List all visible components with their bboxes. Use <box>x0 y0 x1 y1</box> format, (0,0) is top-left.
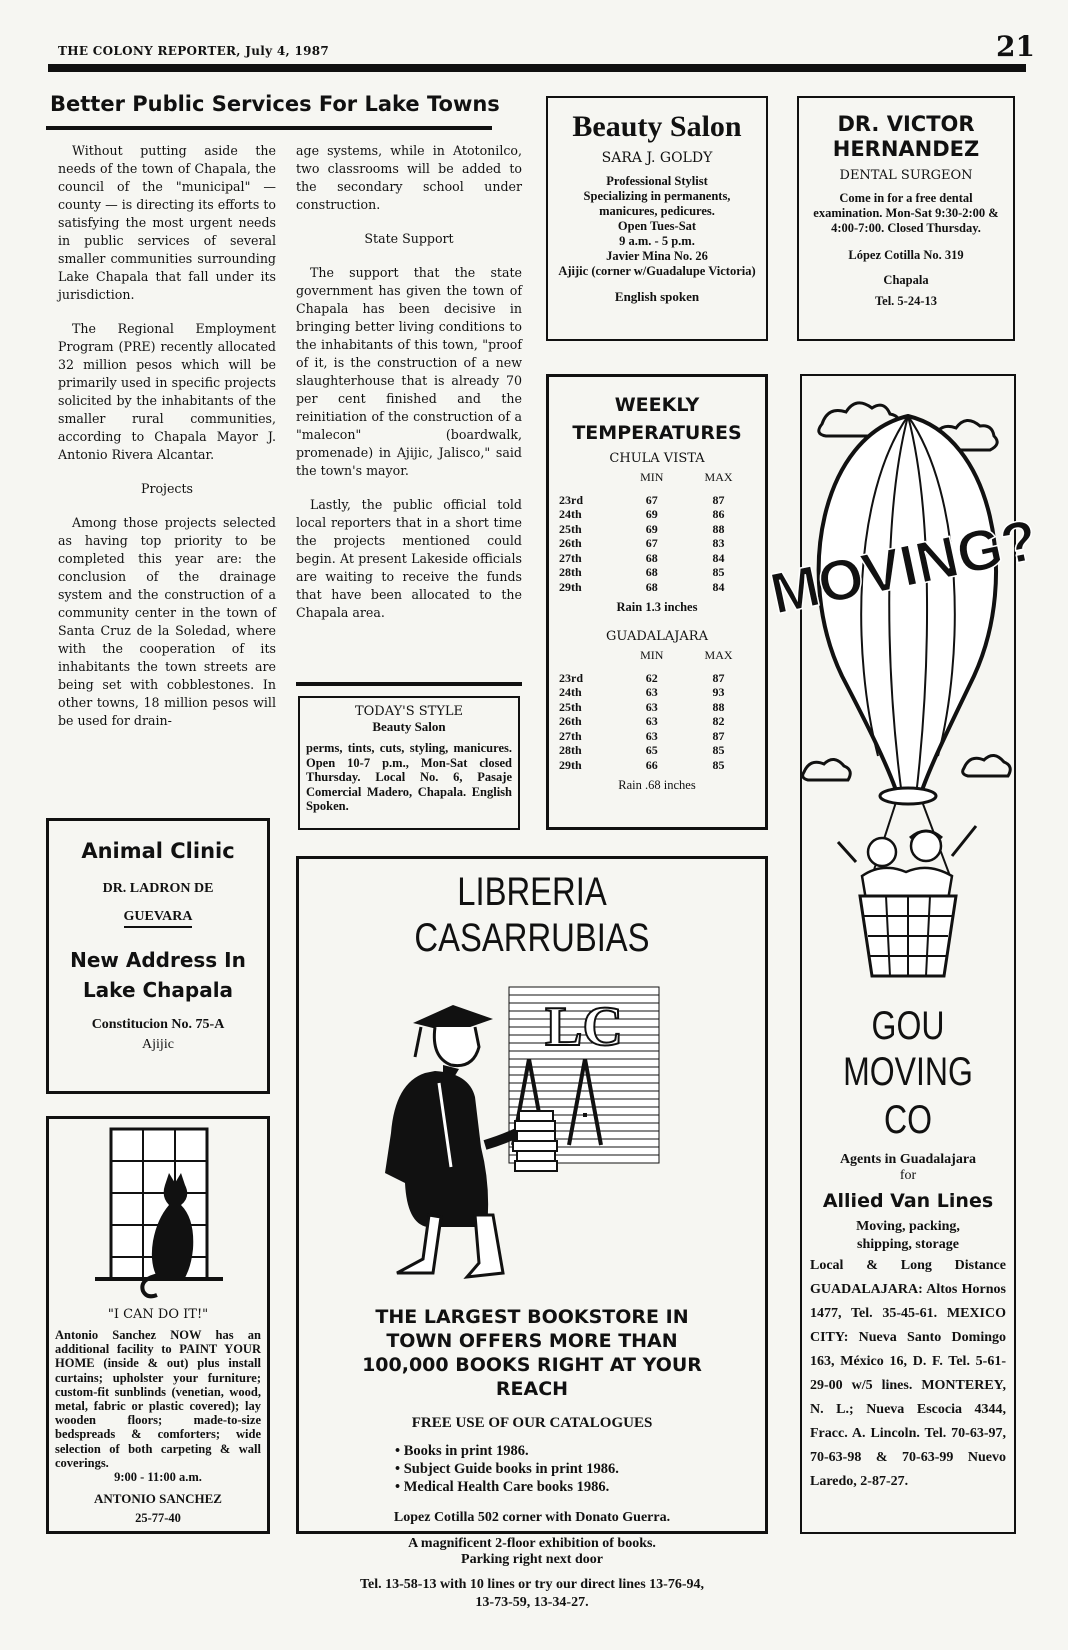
min-header: MIN <box>640 470 664 484</box>
beauty-salon-ad <box>546 96 768 341</box>
temp-min: 69 <box>645 521 658 536</box>
style-subtitle: Beauty Salon <box>372 719 446 734</box>
article-paragraph: The Regional Employment Program (PRE) recently allocated 32 million pesos which will be primarily used in specific projects solicited by the inhabitants of the smaller rural communities, according to Chapala Mayor J. Antonio Rivera Alcantar. <box>58 321 276 462</box>
passengers-illustration <box>838 826 976 900</box>
article-paragraph: Without putting aside the needs of the town of Chapala, the council of the "municipal" — county — is directing its efforts to satisfying the most urgent needs in public services of several smaller communities surrounding Lake Chapala that fall under its jurisdiction. <box>58 143 276 302</box>
temp-row <box>559 685 755 700</box>
temp-max: 82 <box>712 714 725 728</box>
temp-row <box>559 551 755 566</box>
clinic-doctor-line1: DR. LADRON DE <box>102 881 214 896</box>
salon-owner: SARA J. GOLDY <box>601 150 713 166</box>
temp-day: 27th <box>559 728 582 743</box>
max-header: MAX <box>704 470 733 484</box>
temp-min: 68 <box>645 579 658 594</box>
dentist-address: López Cotilla No. 319 <box>848 248 964 262</box>
temp-max: 87 <box>712 728 725 743</box>
temp-min: 67 <box>645 536 658 550</box>
temp-max: 85 <box>712 743 725 757</box>
masthead-title: THE COLONY REPORTER, July 4, 1987 <box>58 44 330 58</box>
article-paragraph: Among those projects selected as having top priority to be completed this year are: the conclusion of the drainage system and the construction of a community center in the town of Santa Cruz de la Soledad, where with the cooperation of its inhabitants the town streets are being set with cobblestones. In other towns, 18 million pesos will be used for drain- <box>58 515 276 728</box>
clinic-doctor-line2: GUEVARA <box>124 909 193 928</box>
chula-vista-table <box>559 470 755 594</box>
temp-min: 63 <box>645 728 658 743</box>
temp-row <box>559 700 755 715</box>
graduate-figure <box>385 1005 521 1277</box>
temp-day: 23rd <box>559 670 583 685</box>
catalogue-item: • Books in print 1986. <box>395 1442 751 1460</box>
temp-day: 27th <box>559 550 582 565</box>
article-paragraph: Lastly, the public official told local reporters that in a short time the projects mentioned could begin. At present Lakeside officials are waiting to receive the funds that have been allocated to the Chapala area. <box>296 497 522 620</box>
gown <box>385 1071 488 1227</box>
libreria-headline: THE LARGEST BOOKSTORE IN TOWN OFFERS MORE THAN 100,000 BOOKS RIGHT AT YOUR REACH <box>362 1306 702 1400</box>
painter-name: ANTONIO SANCHEZ <box>94 1491 222 1507</box>
libreria-address: Lopez Cotilla 502 corner with Donato Guerra. <box>393 1510 671 1525</box>
temp-max: 88 <box>712 699 725 714</box>
moving-offices: Local & Long Distance GUADALAJARA: Altos Hornos 1477, Tel. 35-45-61. MEXICO CITY: Nueva Santo Domingo 163, México 16, D. F. Tel. 5-61-29-00 w/5 lines. MONTEREY, N. L.; Nueva Escocia 4344, Fracc. A. Lincoln. Tel. 70-63-97, 70-63-98 & 70-63-99 Nuevo Laredo, 2-87-27. <box>810 1258 1006 1489</box>
temp-max: 83 <box>712 536 725 550</box>
chula-vista-label: CHULA VISTA <box>609 451 705 466</box>
dentist-name: DR. VICTOR HERNANDEZ <box>832 112 980 161</box>
temp-day: 24th <box>559 685 582 699</box>
animal-clinic-ad <box>46 818 270 1094</box>
article-column-1 <box>58 142 276 746</box>
temp-row <box>559 565 755 580</box>
catalogues-title: FREE USE OF OUR CATALOGUES <box>411 1415 653 1431</box>
temp-max: 84 <box>712 550 725 565</box>
catalogue-item: • Medical Health Care books 1986. <box>395 1478 751 1496</box>
temp-row <box>559 507 755 522</box>
guadalajara-rain: Rain .68 inches <box>618 778 696 792</box>
temp-day: 23rd <box>559 492 583 507</box>
todays-style-ad <box>298 696 520 830</box>
salon-line: Open Tues-Sat <box>617 219 697 233</box>
temp-max: 85 <box>712 757 725 772</box>
clinic-address: Constitucion No. 75-A <box>91 1017 225 1032</box>
salon-line: 9 a.m. - 5 p.m. <box>619 234 695 248</box>
libreria-exhibition: A magnificent 2-floor exhibition of books. <box>408 1536 656 1551</box>
catalogue-item: • Subject Guide books in print 1986. <box>395 1460 751 1478</box>
style-rule <box>296 682 522 686</box>
hot-air-balloon-illustration <box>764 376 1044 1016</box>
temp-row <box>559 522 755 537</box>
dentist-phone: Tel. 5-24-13 <box>874 294 938 308</box>
libreria-casarrubias-ad <box>296 856 768 1610</box>
temp-min: 67 <box>645 492 658 507</box>
bookseller-illustration <box>313 965 753 1295</box>
dentist-subtitle: DENTAL SURGEON <box>839 168 973 183</box>
page-number: 21 <box>996 30 1035 63</box>
temp-min: 65 <box>645 743 658 757</box>
temp-min: 69 <box>645 507 658 521</box>
painter-hours: 9:00 - 11:00 a.m. <box>114 1470 202 1485</box>
salon-title: Beauty Salon <box>572 110 742 143</box>
article-paragraph: The support that the state government has given the town of Chapala has been decisive in bringing better living conditions to the inhabitants of this town, "proof of it, is the construction of a new slaughterhouse that is already 70 per cent finished and the reinitiation of the construction of a "malecon" (boardwalk, promenade) in Ajijic, Jalisco," said the town's mayor. <box>296 265 522 478</box>
cloud-icon <box>963 755 1011 776</box>
temp-day: 28th <box>559 743 582 757</box>
allied-van-lines: Allied Van Lines <box>822 1190 994 1212</box>
headline-rule <box>46 126 492 130</box>
salon-line: Professional Stylist <box>606 174 708 188</box>
cloud-icon <box>803 759 851 780</box>
temp-row <box>559 758 755 773</box>
style-title: TODAY'S STYLE <box>354 704 464 719</box>
temp-min: 62 <box>645 670 658 685</box>
guadalajara-table <box>559 648 755 772</box>
guadalajara-label: GUADALAJARA <box>606 629 708 644</box>
temp-max: 87 <box>712 670 725 685</box>
salon-details <box>556 174 758 279</box>
balloon-ring <box>880 788 936 804</box>
temp-max: 84 <box>712 579 725 594</box>
temperatures-title: WEEKLY TEMPERATURES <box>572 394 742 444</box>
dentist-hours: Come in for a free dental examination. Mon-Sat 9:30-2:00 & 4:00-7:00. Closed Thursday. <box>813 191 999 235</box>
temp-min: 66 <box>645 757 658 772</box>
temp-row <box>559 671 755 686</box>
temp-row <box>559 493 755 508</box>
gou-name: GOU <box>871 1004 945 1048</box>
face <box>434 1027 479 1066</box>
temp-day: 26th <box>559 536 582 550</box>
salon-line: Javier Mina No. 26 <box>606 249 708 263</box>
painter-phone: 25-77-40 <box>135 1511 181 1526</box>
lc-logo-letters: LC <box>545 996 623 1058</box>
temp-row <box>559 536 755 551</box>
temp-max: 88 <box>712 521 725 536</box>
moving-co-name: MOVING CO <box>843 1050 973 1142</box>
min-header: MIN <box>640 648 664 662</box>
dentist-ad <box>797 96 1015 341</box>
libreria-title: LIBRERIA CASARRUBIAS <box>414 870 650 960</box>
temp-day: 24th <box>559 507 582 521</box>
temp-max: 86 <box>712 507 725 521</box>
article-subhead: State Support <box>364 231 454 246</box>
salon-english: English spoken <box>614 289 700 304</box>
temp-day: 25th <box>559 521 582 536</box>
moving-services: Moving, packing, shipping, storage <box>856 1219 960 1252</box>
article-column-2 <box>296 142 522 638</box>
book-stack-icon <box>513 1111 557 1171</box>
temp-max: 93 <box>712 685 725 699</box>
temp-max: 87 <box>712 492 725 507</box>
style-body: perms, tints, cuts, styling, manicures. Open 10-7 p.m., Mon-Sat closed Thursday. Local No. 6, Pasaje Comercial Madero, Chapala. English Spoken. <box>306 741 512 813</box>
dentist-city: Chapala <box>883 273 929 287</box>
article-paragraph: age systems, while in Atotonilco, two classrooms will be added to the secondary school under construction. <box>296 143 522 212</box>
temp-day: 25th <box>559 699 582 714</box>
temp-min: 63 <box>645 714 658 728</box>
temp-min: 63 <box>645 685 658 699</box>
temp-min: 68 <box>645 565 658 579</box>
weekly-temperatures <box>546 374 768 830</box>
painter-body: Antonio Sanchez NOW has an additional facility to PAINT YOUR HOME (inside & out) plus install curtains; upholster your furniture; custom-fit sunblinds (venetian, wood, metal, fabric or plastic covered); lay wooden floors; made-to-size bedspreads & comforters; wide selection of both carpeting & wall coverings. <box>55 1328 261 1470</box>
libreria-parking: Parking right next door <box>461 1552 603 1567</box>
temp-day: 29th <box>559 579 582 594</box>
salon-line: Ajijic (corner w/Guadalupe Victoria) <box>558 264 756 278</box>
temp-row <box>559 580 755 595</box>
masthead-rule <box>48 64 1026 72</box>
max-header: MAX <box>704 648 733 662</box>
antonio-sanchez-ad <box>46 1116 270 1534</box>
chula-vista-rain: Rain 1.3 inches <box>616 600 698 614</box>
painter-quote: "I CAN DO IT!" <box>107 1307 209 1322</box>
temp-day: 29th <box>559 757 582 772</box>
agents-line: Agents in Guadalajara <box>839 1152 977 1167</box>
temp-row <box>559 743 755 758</box>
for-line: for <box>899 1168 917 1183</box>
temp-max: 85 <box>712 565 725 579</box>
article-subhead: Projects <box>140 481 193 496</box>
balloon-text: MOVING? <box>764 506 1044 627</box>
article-headline: Better Public Services For Lake Towns <box>50 92 500 116</box>
clinic-new-address: New Address In Lake Chapala <box>70 948 246 1002</box>
catalogue-list <box>395 1442 751 1496</box>
clinic-town: Ajijic <box>142 1037 174 1052</box>
gou-moving-ad <box>764 374 1044 1534</box>
temp-min: 63 <box>645 699 658 714</box>
temp-day: 26th <box>559 714 582 728</box>
salon-line: Specializing in permanents, manicures, pedicures. <box>583 189 731 218</box>
clinic-title: Animal Clinic <box>81 839 235 863</box>
libreria-phone: Tel. 13-58-13 with 10 lines or try our direct lines 13-76-94, 13-73-59, 13-34-27. <box>359 1577 705 1610</box>
cat-in-window-illustration <box>55 1125 263 1305</box>
temp-min: 68 <box>645 550 658 565</box>
temp-row <box>559 729 755 744</box>
temp-day: 28th <box>559 565 582 579</box>
temp-row <box>559 714 755 729</box>
